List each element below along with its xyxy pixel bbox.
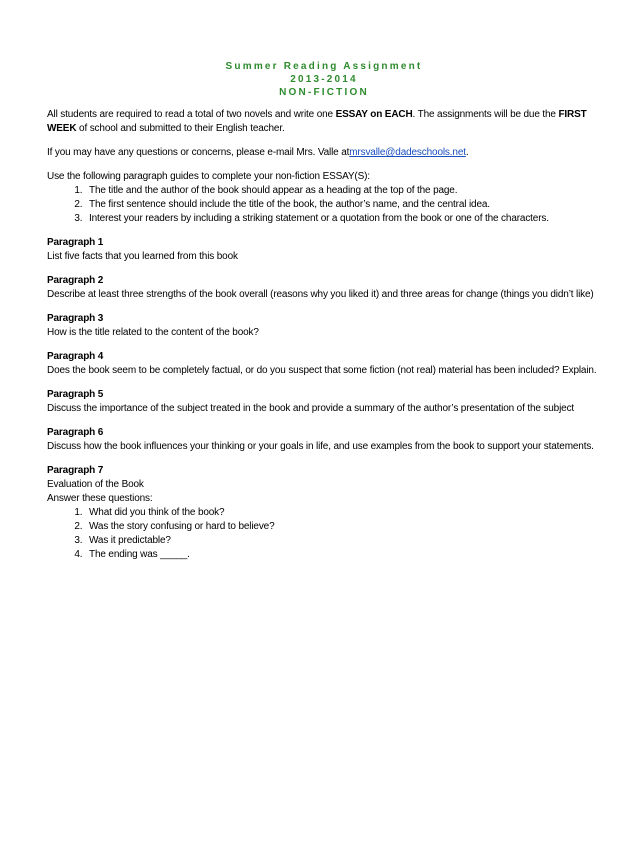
intro-bold-first-week: FIRST WEEK — [47, 109, 587, 134]
contact-text: If you may have any questions or concerns, please e-mail Mrs. Valle at — [47, 147, 350, 158]
email-link[interactable]: mrsvalle@dadeschools.net — [349, 147, 466, 158]
paragraph-section-6 — [47, 426, 598, 454]
paragraph-text: Does the book seem to be completely factual, or do you suspect that some fiction (not real) material has been included? Explain. — [47, 365, 597, 376]
paragraph-title: Paragraph 3 — [47, 313, 104, 324]
intro-bold-essay: ESSAY on EACH — [335, 109, 413, 120]
paragraph-title: Paragraph 7 — [47, 465, 104, 476]
paragraph-text: Answer these questions: — [47, 493, 153, 504]
paragraph-section-2 — [47, 274, 598, 302]
header-year: 2013-2014 — [290, 74, 358, 85]
paragraph-title: Paragraph 1 — [47, 237, 104, 248]
guide-item: 1. The title and the author of the book should appear as a heading at the top of the page. — [85, 184, 598, 198]
paragraph-text: Discuss the importance of the subject treated in the book and provide a summary of the author’s presentation of the subject — [47, 403, 575, 414]
intro-text: All students are required to read a total of two novels and write one — [47, 109, 336, 120]
question-item: 1. What did you think of the book? — [85, 506, 598, 520]
paragraph-title: Paragraph 4 — [47, 351, 104, 362]
guide-item: 3. Interest your readers by including a striking statement or a quotation from the book or one of the characters. — [85, 212, 598, 226]
intro-text: of school and submitted to their English teacher. — [76, 123, 285, 134]
paragraph-section-3 — [47, 312, 598, 340]
paragraph-section-1 — [47, 236, 598, 264]
contact-text: . — [465, 147, 469, 158]
guides-list — [47, 184, 598, 226]
paragraph-text: Describe at least three strengths of the book overall (reasons why you liked it) and three areas for change (things you didn’t like) — [47, 289, 594, 300]
question-item: 2. Was the story confusing or hard to believe? — [85, 520, 598, 534]
paragraph-text: List five facts that you learned from this book — [47, 251, 238, 262]
paragraph-title: Paragraph 2 — [47, 275, 104, 286]
document-body — [47, 108, 598, 562]
questions-list — [47, 506, 598, 562]
question-item: 3. Was it predictable? — [85, 534, 598, 548]
paragraph-text: How is the title related to the content of the book? — [47, 327, 259, 338]
question-item: 4. The ending was _____. — [85, 548, 598, 562]
paragraph-text: Evaluation of the Book — [47, 479, 144, 490]
intro-paragraph-guides: Use the following paragraph guides to complete your non-fiction ESSAY(S): — [47, 171, 370, 182]
header-title: Summer Reading Assignment — [225, 61, 423, 72]
intro-text: . The assignments will be due the — [412, 109, 559, 120]
header-category: NON-FICTION — [279, 87, 369, 98]
paragraph-title: Paragraph 6 — [47, 427, 104, 438]
paragraph-title: Paragraph 5 — [47, 389, 104, 400]
document-header — [50, 60, 598, 99]
paragraph-section-4 — [47, 350, 598, 378]
paragraph-section-7 — [47, 464, 598, 562]
intro-paragraph-contact — [47, 146, 598, 160]
paragraph-section-5 — [47, 388, 598, 416]
intro-paragraph-requirements — [47, 108, 598, 136]
guide-item: 2. The first sentence should include the title of the book, the author’s name, and the central idea. — [85, 198, 598, 212]
paragraph-text: Discuss how the book influences your thinking or your goals in life, and use examples from the book to support your statements. — [47, 441, 594, 452]
